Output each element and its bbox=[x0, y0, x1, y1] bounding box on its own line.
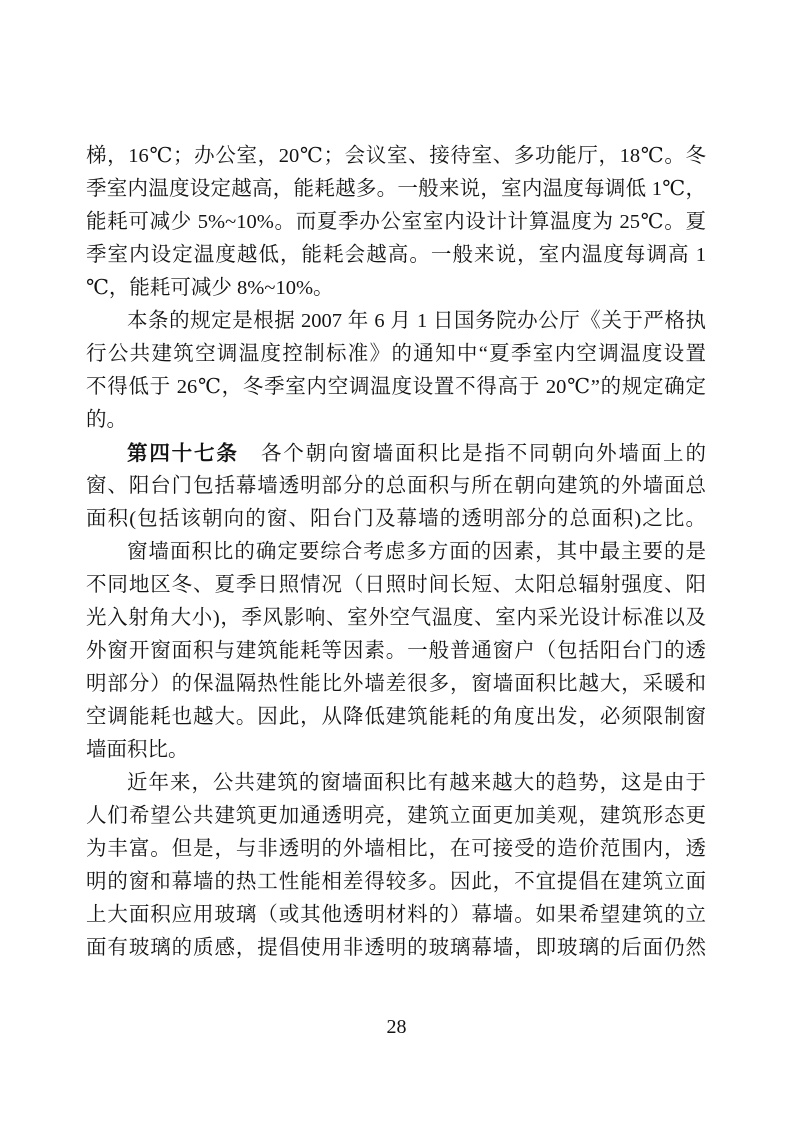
text-line bbox=[86, 536, 706, 569]
text-segment: 面积(包括该朝向的窗、阳台门及幕墙的透明部分的总面积)之比。 bbox=[86, 508, 706, 530]
text-line bbox=[86, 140, 706, 173]
text-line bbox=[86, 338, 706, 371]
text-segment: 各个朝向窗墙面积比是指不同朝向外墙面上的 bbox=[238, 443, 706, 465]
text-segment: 墙面积比。 bbox=[86, 739, 189, 761]
text-line bbox=[86, 833, 706, 866]
text-line bbox=[86, 272, 706, 305]
text-segment: 窗、阳台门包括幕墙透明部分的总面积与所在朝向建筑的外墙面总 bbox=[86, 475, 706, 497]
text-segment: 明部分）的保温隔热性能比外墙差很多，窗墙面积比越大，采暖和 bbox=[86, 673, 706, 695]
text-line bbox=[86, 767, 706, 800]
text-line bbox=[86, 635, 706, 668]
text-segment: 窗墙面积比的确定要综合考虑多方面的因素，其中最主要的是 bbox=[127, 541, 706, 563]
text-segment: 面有玻璃的质感，提倡使用非透明的玻璃幕墙，即玻璃的后面仍然 bbox=[86, 937, 706, 959]
text-line bbox=[86, 404, 706, 437]
text-segment: 为丰富。但是，与非透明的外墙相比，在可接受的造价范围内，透 bbox=[86, 838, 706, 860]
text-segment: 季室内设定温度越低，能耗会越高。一般来说，室内温度每调高 1 bbox=[86, 244, 706, 266]
text-line bbox=[86, 899, 706, 932]
text-line bbox=[86, 305, 706, 338]
text-line bbox=[86, 470, 706, 503]
text-segment: 本条的规定是根据 2007 年 6 月 1 日国务院办公厅《关于严格执 bbox=[127, 310, 706, 332]
text-line bbox=[86, 569, 706, 602]
text-line bbox=[86, 437, 706, 470]
text-line bbox=[86, 173, 706, 206]
text-segment: 季室内温度设定越高，能耗越多。一般来说，室内温度每调低 1℃， bbox=[86, 178, 706, 200]
text-line bbox=[86, 866, 706, 899]
text-segment: 梯，16℃；办公室，20℃；会议室、接待室、多功能厅，18℃。冬 bbox=[86, 145, 706, 167]
text-line bbox=[86, 734, 706, 767]
text-segment: 上大面积应用玻璃（或其他透明材料的）幕墙。如果希望建筑的立 bbox=[86, 904, 706, 926]
article-number: 第四十七条 bbox=[127, 442, 239, 465]
text-line bbox=[86, 503, 706, 536]
text-segment: 的。 bbox=[86, 409, 127, 431]
text-segment: 行公共建筑空调温度控制标准》的通知中“夏季室内空调温度设置 bbox=[86, 343, 706, 365]
text-segment: 光入射角大小)，季风影响、室外空气温度、室内采光设计标准以及 bbox=[86, 607, 706, 629]
page-number: 28 bbox=[386, 1016, 407, 1038]
text-line bbox=[86, 206, 706, 239]
text-segment: 能耗可减少 5%~10%。而夏季办公室室内设计计算温度为 25℃。夏 bbox=[86, 211, 706, 233]
text-line bbox=[86, 239, 706, 272]
text-line bbox=[86, 932, 706, 965]
text-line bbox=[86, 371, 706, 404]
text-segment: 外窗开窗面积与建筑能耗等因素。一般普通窗户（包括阳台门的透 bbox=[86, 640, 706, 662]
text-line bbox=[86, 668, 706, 701]
text-segment: 不得低于 26℃，冬季室内空调温度设置不得高于 20℃”的规定确定 bbox=[86, 376, 706, 398]
text-segment: ℃，能耗可减少 8%~10%。 bbox=[86, 277, 334, 299]
body-text bbox=[86, 140, 706, 965]
text-line bbox=[86, 800, 706, 833]
text-segment: 近年来，公共建筑的窗墙面积比有越来越大的趋势，这是由于 bbox=[127, 772, 706, 794]
text-segment: 不同地区冬、夏季日照情况（日照时间长短、太阳总辐射强度、阳 bbox=[86, 574, 706, 596]
text-segment: 人们希望公共建筑更加通透明亮，建筑立面更加美观，建筑形态更 bbox=[86, 805, 706, 827]
text-line bbox=[86, 602, 706, 635]
text-segment: 空调能耗也越大。因此，从降低建筑能耗的角度出发，必须限制窗 bbox=[86, 706, 706, 728]
text-segment: 明的窗和幕墙的热工性能相差得较多。因此，不宜提倡在建筑立面 bbox=[86, 871, 706, 893]
text-line bbox=[86, 701, 706, 734]
